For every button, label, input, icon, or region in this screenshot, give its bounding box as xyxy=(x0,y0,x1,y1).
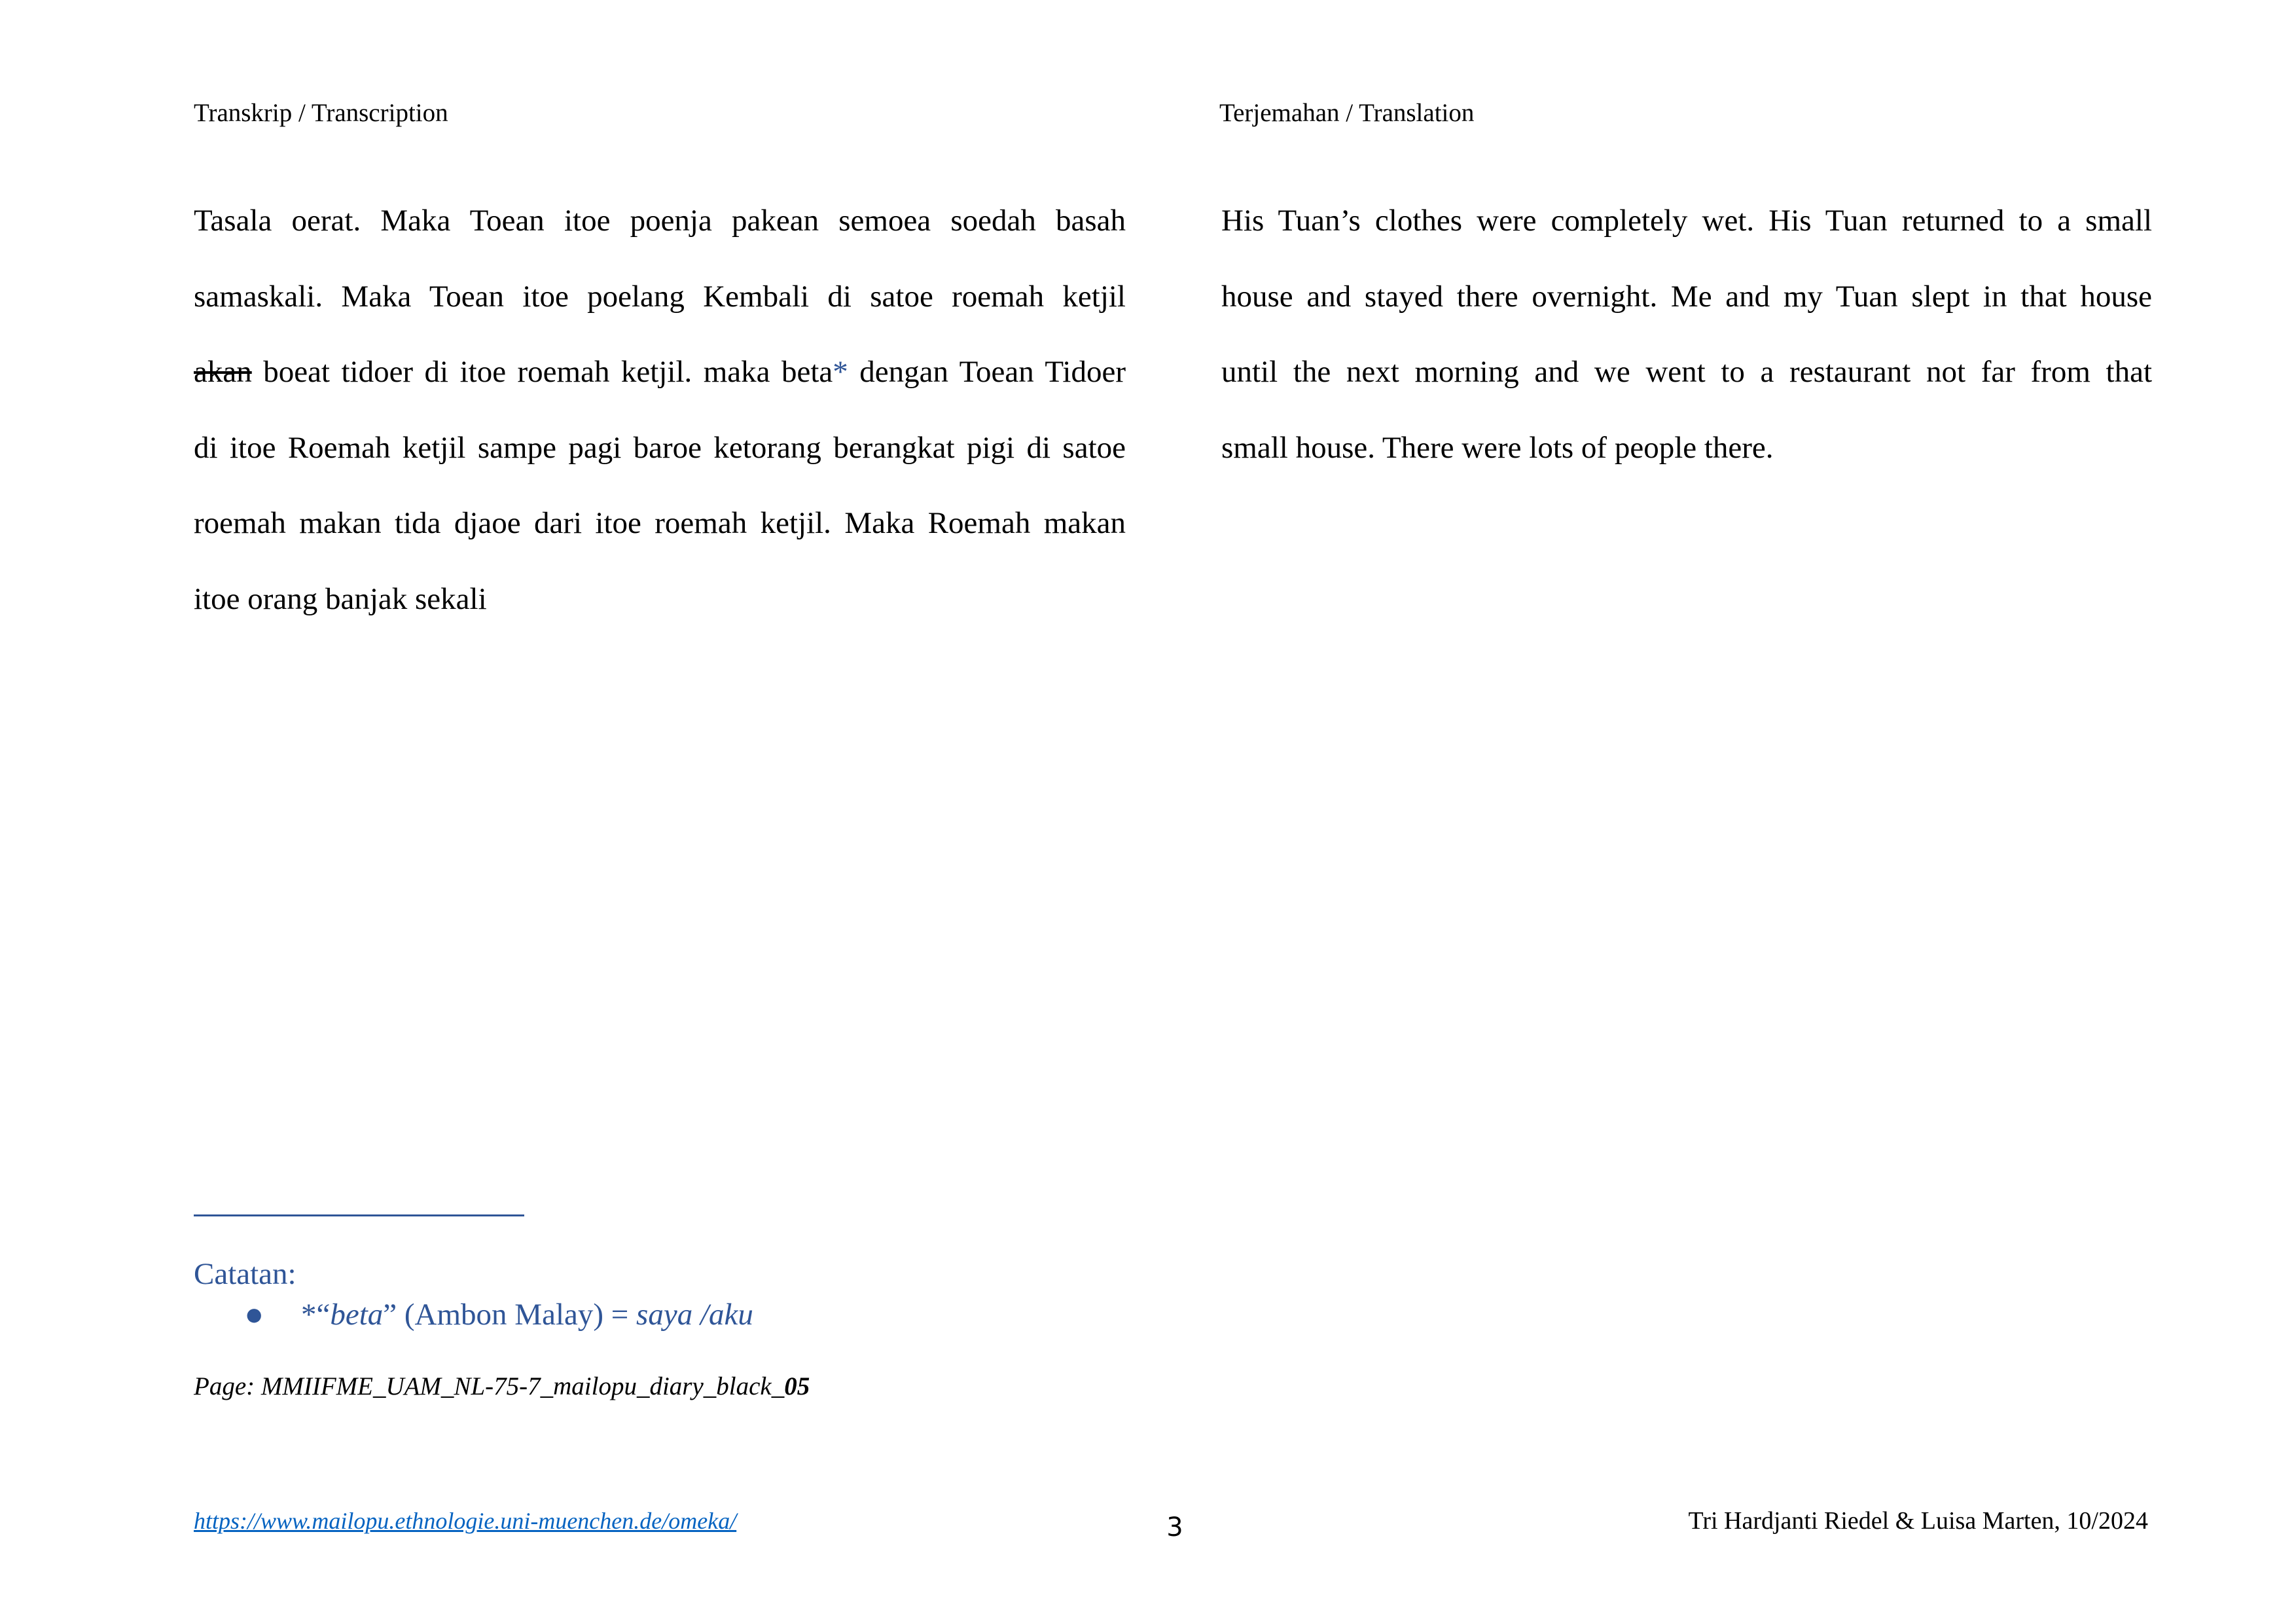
transcription-text xyxy=(194,183,1126,638)
transcription-line: Tasala oerat. Maka Toean itoe poenja pakean semoea soedah basah xyxy=(194,204,1126,238)
archive-link[interactable]: https://www.mailopu.ethnologie.uni-muenchen.de/omeka/ xyxy=(194,1508,737,1534)
page-number: 3 xyxy=(1166,1512,1183,1542)
note-middle: ” (Ambon Malay) = xyxy=(383,1298,637,1332)
notes-list xyxy=(194,1295,753,1334)
transcription-segment: boeat tidoer di itoe roemah ketjil. maka beta xyxy=(251,355,833,390)
transcription-line: roemah makan tida djaoe dari itoe roemah ketjil. Maka Roemah makan xyxy=(194,506,1126,541)
translation-text xyxy=(1221,183,2152,486)
footnote-marker: * xyxy=(833,355,848,390)
page-reference xyxy=(194,1370,810,1403)
transcription-segment: dengan Toean Tidoer xyxy=(848,355,1126,390)
struck-word: akan xyxy=(194,355,252,390)
translation-header: Terjemahan / Translation xyxy=(1219,99,1475,127)
transcription-header: Transkrip / Transcription xyxy=(194,99,448,127)
transcription-line: samaskali. Maka Toean itoe poelang Kembali di satoe roemah ketjil xyxy=(194,279,1126,314)
bullet-icon: ● xyxy=(246,1304,262,1325)
footnote-divider xyxy=(194,1214,524,1216)
transcription-line: di itoe Roemah ketjil sampe pagi baroe ketorang berangkat pigi di satoe xyxy=(194,430,1126,465)
note-prefix: *“ xyxy=(301,1298,331,1332)
transcription-line: itoe orang banjak sekali xyxy=(194,581,487,616)
translation-line: His Tuan’s clothes were completely wet. His Tuan returned to a small xyxy=(1221,204,2152,238)
translation-line: house and stayed there overnight. Me and my Tuan slept in that house xyxy=(1221,279,2152,314)
page-reference-number: 05 xyxy=(784,1372,810,1400)
notes-title: Catatan: xyxy=(194,1257,296,1291)
note-term: beta xyxy=(330,1298,384,1332)
translation-line: small house. There were lots of people there. xyxy=(1221,430,1774,465)
transcription-line xyxy=(194,335,1126,410)
note-item xyxy=(194,1295,753,1334)
translation-line: until the next morning and we went to a restaurant not far from that xyxy=(1221,355,2152,390)
note-meaning: saya /aku xyxy=(636,1298,753,1332)
author-credit: Tri Hardjanti Riedel & Luisa Marten, 10/2024 xyxy=(1688,1507,2148,1535)
page-reference-label: Page: MMIIFME_UAM_NL-75-7_mailopu_diary_black_ xyxy=(194,1372,785,1400)
